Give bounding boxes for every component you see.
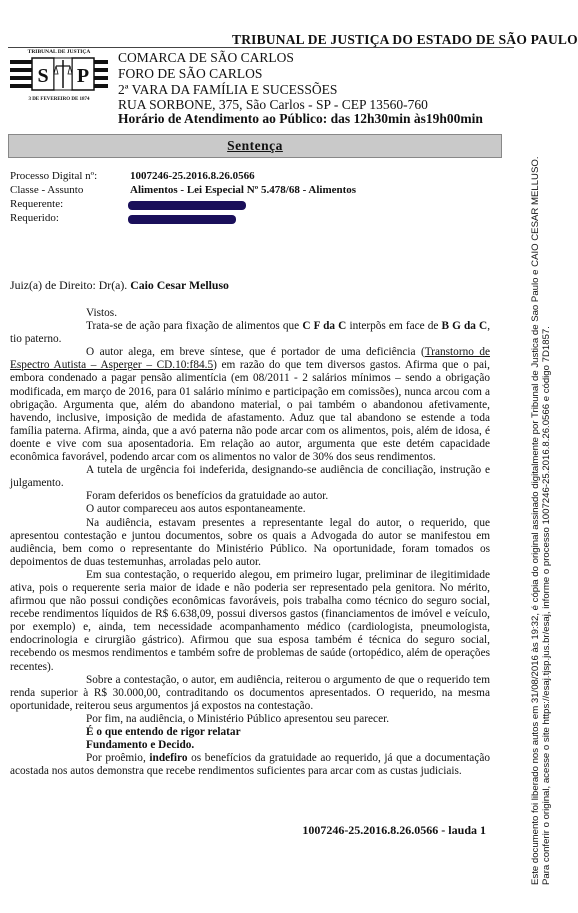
paragraph-vistos: Vistos. [86, 307, 118, 319]
comarca-line: COMARCA DE SÃO CARLOS [118, 50, 294, 65]
svg-text:3 DE FEVEREIRO DE 1874: 3 DE FEVEREIRO DE 1874 [28, 97, 90, 102]
paragraph-10: É o que entendo de rigor relatar [86, 726, 241, 738]
paragraph-5: O autor compareceu aos autos espontaneamente. [86, 503, 306, 516]
judge-label: Juiz(a) de Direito: Dr(a). [10, 278, 128, 292]
page-footer: 1007246-25.2016.8.26.0566 - lauda 1 [302, 823, 486, 837]
court-seal-logo [10, 46, 108, 102]
svg-text:TRIBUNAL DE JUSTIÇA: TRIBUNAL DE JUSTIÇA [27, 49, 91, 55]
vara-line: 2ª VARA DA FAMÍLIA E SUCESSÕES [118, 82, 338, 97]
svg-text:S: S [37, 65, 49, 87]
foro-line: FORO DE SÃO CARLOS [118, 66, 263, 81]
paragraph-8: Sobre a contestação, o autor, em audiência, reiterou o argumento de que o requerido tem renda superior à R$ 30.000,00, contraditando os documentos apresentados. O requerido, na mesma oportunidade, reiterou seus argumentos já expostos na contestação. [10, 673, 490, 712]
paragraph-3: A tutela de urgência foi indeferida, designando-se audiência de conciliação, instrução e julgamento. [10, 464, 490, 490]
defendant-label: Requerido: [10, 212, 59, 224]
document-title: Sentença [227, 138, 283, 153]
svg-text:P: P [76, 65, 90, 87]
process-label: Processo Digital nº: [10, 170, 98, 182]
paragraph-6: Na audiência, estavam presentes a representante legal do autor, o requerido, que apresentou contestação e juntou documentos, sobre os quais a Advogada do autor se manifestou em audiência, bem como o representante do Ministério Público. Na oportunidade, foram tomados os depoimentos de duas testemunhas, arroladas pelo autor. [10, 516, 490, 568]
paragraph-7: Em sua contestação, o requerido alegou, em primeiro lugar, preliminar de ilegitimidade ativa, pois o requerente seria maior de idade e não poderia ser representado pela genitora. No mérito, afirmou que não possui condições econômicas favoráveis, pois trabalha como técnico do seguro social, recebe rendimentos líquidos de R$ 6.638,09, possui diversos gastos (financiamentos de imóvel e veículo, por exemplo) e, ainda, tem necessidade acompanhamento médico (cardiologista, pneumologista, endocrinologia e cirurgião gástrico). Afirmou que sua esposa também é técnica do seguro social, recebendo os mesmos rendimentos e também sofre de problemas de saúde (ortopédico, além de operações recentes). [10, 568, 490, 673]
process-number: 1007246-25.2016.8.26.0566 [130, 170, 255, 182]
paragraph-9: Por fim, na audiência, o Ministério Público apresentou seu parecer. [86, 712, 390, 725]
paragraph-11: Fundamento e Decido. [86, 739, 195, 752]
plaintiff-label: Requerente: [10, 198, 64, 210]
judge-line [10, 278, 229, 293]
document-title-banner [8, 134, 502, 158]
court-name: TRIBUNAL DE JUSTIÇA DO ESTADO DE SÃO PAULO [232, 32, 578, 47]
class-value: Alimentos - Lei Especial Nº 5.478/68 - Alimentos [130, 184, 357, 196]
judge-name: Caio Cesar Melluso [130, 278, 229, 292]
paragraph-1: Trata-se de ação para fixação de alimentos que C F da C interpõs em face de B G da C, tio paterno. [10, 320, 491, 346]
paragraph-4: Foram deferidos os benefícios da gratuidade ao autor. [86, 490, 329, 503]
paragraph-12: Por proêmio, indefiro os benefícios da gratuidade ao requerido, já que a documentação acostada nos autos demonstra que recebe rendimentos suficientes para arcar com as custas judiciais. [10, 752, 490, 778]
address-line: RUA SORBONE, 375, São Carlos - SP - CEP 13560-760 [118, 97, 428, 112]
paragraph-2: O autor alega, em breve síntese, que é portador de uma deficiência (Transtorno de Espectro Autista – Asperger – CD.10:f84.5) em razão do que tem diversos gastos. Afirma que o pai, embora condenado a pagar pensão alimentícia (em 08/2011 - 2 salários mínimos – sendo a obrigação modificada, em março de 2016, para 01 salário mínimo e participação em comissões), nunca arcou com a obrigação. Argumenta que, além do abandono material, o pai também o abandonou afetivamente, havendo, inclusive, imposição de medida de afastamento. Aduz que tal abandono se estende a toda família paterna. Afirma, ainda, que a avó paterna não pode arcar com os alimentos, pois, além de idosa, é doente e vive com sua aposentadoria. Em relação ao autor, argumenta que este detém capacidade econômica favorável, podendo arcar com os alimentos no valor de 30% dos seus rendimentos. [10, 346, 490, 464]
defendant-redaction [128, 215, 236, 224]
class-label: Classe - Assunto [10, 184, 84, 196]
sentence-body [10, 307, 490, 778]
plaintiff-redaction [128, 201, 246, 210]
digital-signature-note: Este documento foi liberado nos autos em 31/08/2016 às 19:32, é cópia do original assinado digitalmente por Tribunal de Justica de Sao Paulo e CAIO CESAR MELLUSO. Para conferir o original, acesse o site https://esaj.tjsp.jus.br/esaj, informe o processo 1007246-25.2016.8.26.0566 e código 7D1857. [530, 156, 552, 885]
hours-line: Horário de Atendimento ao Público: das 12h30min às19h00min [118, 111, 483, 126]
